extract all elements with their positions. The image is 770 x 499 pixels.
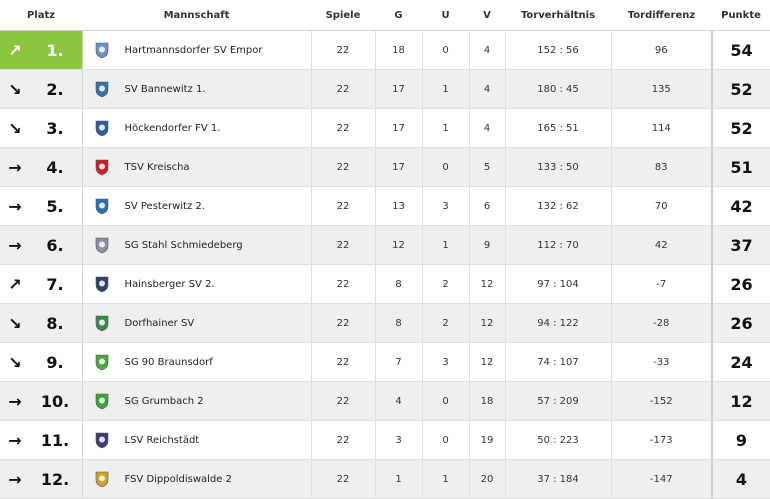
table-row[interactable] [0,421,770,460]
u-value: 1 [422,226,469,265]
platz-cell [0,109,82,148]
trend-right-icon: → [8,157,22,177]
torverhaeltnis-value: 97 : 104 [505,265,611,304]
header-spiele: Spiele [311,0,375,31]
u-value: 1 [422,70,469,109]
u-value: 3 [422,187,469,226]
team-cell[interactable] [82,226,311,265]
rank-value: 4. [46,157,64,177]
team-crest-icon [93,314,111,332]
table-row[interactable] [0,109,770,148]
punkte-value: 26 [712,304,770,343]
team-name-link[interactable]: LSV Reichstädt [124,434,200,446]
punkte-value: 4 [712,460,770,499]
team-cell[interactable] [82,460,311,499]
torverhaeltnis-value: 132 : 62 [505,187,611,226]
rank-value: 1. [46,40,64,60]
team-name-link[interactable]: SV Pesterwitz 2. [124,200,205,212]
tordifferenz-value: -28 [611,304,712,343]
rank-value: 5. [46,196,64,216]
team-crest-icon [93,470,111,488]
table-header-row [0,0,770,31]
g-value: 17 [375,70,422,109]
spiele-value: 22 [311,460,375,499]
torverhaeltnis-value: 112 : 70 [505,226,611,265]
punkte-value: 37 [712,226,770,265]
platz-cell [0,382,82,421]
spiele-value: 22 [311,343,375,382]
table-row[interactable] [0,304,770,343]
spiele-value: 22 [311,421,375,460]
u-value: 2 [422,265,469,304]
trend-right-icon: → [8,391,22,411]
punkte-value: 9 [712,421,770,460]
trend-down-right-icon: ↘ [8,313,22,333]
header-tordifferenz: Tordifferenz [611,0,712,31]
tordifferenz-value: -152 [611,382,712,421]
u-value: 0 [422,31,469,70]
torverhaeltnis-value: 152 : 56 [505,31,611,70]
torverhaeltnis-value: 180 : 45 [505,70,611,109]
team-crest-icon [93,353,111,371]
platz-cell [0,226,82,265]
torverhaeltnis-value: 74 : 107 [505,343,611,382]
punkte-value: 54 [712,31,770,70]
team-name-link[interactable]: SG Stahl Schmiedeberg [124,239,243,251]
tordifferenz-value: 96 [611,31,712,70]
spiele-value: 22 [311,226,375,265]
team-cell[interactable] [82,109,311,148]
rank-value: 2. [46,79,64,99]
team-cell[interactable] [82,31,311,70]
team-cell[interactable] [82,187,311,226]
table-row[interactable] [0,148,770,187]
punkte-value: 42 [712,187,770,226]
tordifferenz-value: -173 [611,421,712,460]
spiele-value: 22 [311,148,375,187]
torverhaeltnis-value: 94 : 122 [505,304,611,343]
rank-value: 9. [46,352,64,372]
table-row[interactable] [0,382,770,421]
g-value: 12 [375,226,422,265]
table-row[interactable] [0,343,770,382]
platz-cell [0,265,82,304]
team-crest-icon [93,41,111,59]
team-crest-icon [93,158,111,176]
header-mannschaft: Mannschaft [82,0,311,31]
trend-down-right-icon: ↘ [8,352,22,372]
tordifferenz-value: -7 [611,265,712,304]
table-row[interactable] [0,187,770,226]
team-crest-icon [93,197,111,215]
team-crest-icon [93,431,111,449]
rank-value: 7. [46,274,64,294]
table-row[interactable] [0,31,770,70]
v-value: 6 [469,187,505,226]
tordifferenz-value: 83 [611,148,712,187]
g-value: 7 [375,343,422,382]
platz-cell [0,343,82,382]
torverhaeltnis-value: 37 : 184 [505,460,611,499]
tordifferenz-value: -33 [611,343,712,382]
spiele-value: 22 [311,265,375,304]
rank-value: 8. [46,313,64,333]
trend-up-right-icon: ↗ [8,274,22,294]
tordifferenz-value: -147 [611,460,712,499]
punkte-value: 24 [712,343,770,382]
g-value: 1 [375,460,422,499]
team-crest-icon [93,80,111,98]
trend-down-right-icon: ↘ [8,79,22,99]
v-value: 9 [469,226,505,265]
g-value: 4 [375,382,422,421]
v-value: 12 [469,343,505,382]
team-name-link[interactable]: TSV Kreischa [124,161,190,173]
platz-cell [0,460,82,499]
spiele-value: 22 [311,304,375,343]
team-crest-icon [93,392,111,410]
trend-right-icon: → [8,196,22,216]
punkte-value: 51 [712,148,770,187]
v-value: 5 [469,148,505,187]
team-name-link[interactable]: Hartmannsdorfer SV Empor [124,44,263,56]
punkte-value: 26 [712,265,770,304]
table-row[interactable] [0,70,770,109]
header-g: G [375,0,422,31]
platz-cell [0,304,82,343]
team-name-link[interactable]: SG Grumbach 2 [124,395,204,407]
team-crest-icon [93,119,111,137]
team-cell[interactable] [82,265,311,304]
tordifferenz-value: 42 [611,226,712,265]
rank-value: 12. [40,469,70,489]
team-name-link[interactable]: SG 90 Braunsdorf [124,356,213,368]
spiele-value: 22 [311,187,375,226]
trend-right-icon: → [8,469,22,489]
table-row[interactable] [0,460,770,499]
g-value: 18 [375,31,422,70]
rank-value: 10. [40,391,70,411]
tordifferenz-value: 135 [611,70,712,109]
header-platz: Platz [0,0,82,31]
punkte-value: 52 [712,70,770,109]
platz-cell [0,70,82,109]
trend-right-icon: → [8,235,22,255]
team-name-link[interactable]: FSV Dippoldiswalde 2 [124,473,232,485]
u-value: 1 [422,460,469,499]
table-row[interactable] [0,265,770,304]
v-value: 4 [469,109,505,148]
header-v: V [469,0,505,31]
u-value: 0 [422,421,469,460]
v-value: 20 [469,460,505,499]
platz-cell [0,187,82,226]
spiele-value: 22 [311,382,375,421]
rank-value: 3. [46,118,64,138]
team-cell[interactable] [82,304,311,343]
team-name-link[interactable]: Höckendorfer FV 1. [124,122,221,134]
torverhaeltnis-value: 133 : 50 [505,148,611,187]
header-torverhaeltnis: Torverhältnis [505,0,611,31]
torverhaeltnis-value: 50 : 223 [505,421,611,460]
g-value: 17 [375,109,422,148]
g-value: 13 [375,187,422,226]
v-value: 19 [469,421,505,460]
tordifferenz-value: 70 [611,187,712,226]
team-cell[interactable] [82,343,311,382]
header-punkte: Punkte [712,0,770,31]
platz-cell [0,31,82,70]
team-cell[interactable] [82,382,311,421]
trend-right-icon: → [8,430,22,450]
rank-value: 11. [40,430,70,450]
v-value: 12 [469,265,505,304]
trend-down-right-icon: ↘ [8,118,22,138]
punkte-value: 52 [712,109,770,148]
team-crest-icon [93,275,111,293]
rank-value: 6. [46,235,64,255]
v-value: 12 [469,304,505,343]
tordifferenz-value: 114 [611,109,712,148]
v-value: 18 [469,382,505,421]
trend-up-right-icon: ↗ [8,40,22,60]
table-body [0,31,770,499]
punkte-value: 12 [712,382,770,421]
g-value: 3 [375,421,422,460]
spiele-value: 22 [311,70,375,109]
v-value: 4 [469,31,505,70]
team-name-link[interactable]: SV Bannewitz 1. [124,83,206,95]
team-cell[interactable] [82,148,311,187]
platz-cell [0,148,82,187]
u-value: 1 [422,109,469,148]
u-value: 3 [422,343,469,382]
spiele-value: 22 [311,109,375,148]
g-value: 8 [375,265,422,304]
g-value: 17 [375,148,422,187]
team-crest-icon [93,236,111,254]
team-name-link[interactable]: Dorfhainer SV [124,317,195,329]
v-value: 4 [469,70,505,109]
team-cell[interactable] [82,421,311,460]
table-row[interactable] [0,226,770,265]
team-name-link[interactable]: Hainsberger SV 2. [124,278,215,290]
u-value: 0 [422,148,469,187]
g-value: 8 [375,304,422,343]
u-value: 0 [422,382,469,421]
torverhaeltnis-value: 165 : 51 [505,109,611,148]
platz-cell [0,421,82,460]
torverhaeltnis-value: 57 : 209 [505,382,611,421]
u-value: 2 [422,304,469,343]
spiele-value: 22 [311,31,375,70]
team-cell[interactable] [82,70,311,109]
header-u: U [422,0,469,31]
